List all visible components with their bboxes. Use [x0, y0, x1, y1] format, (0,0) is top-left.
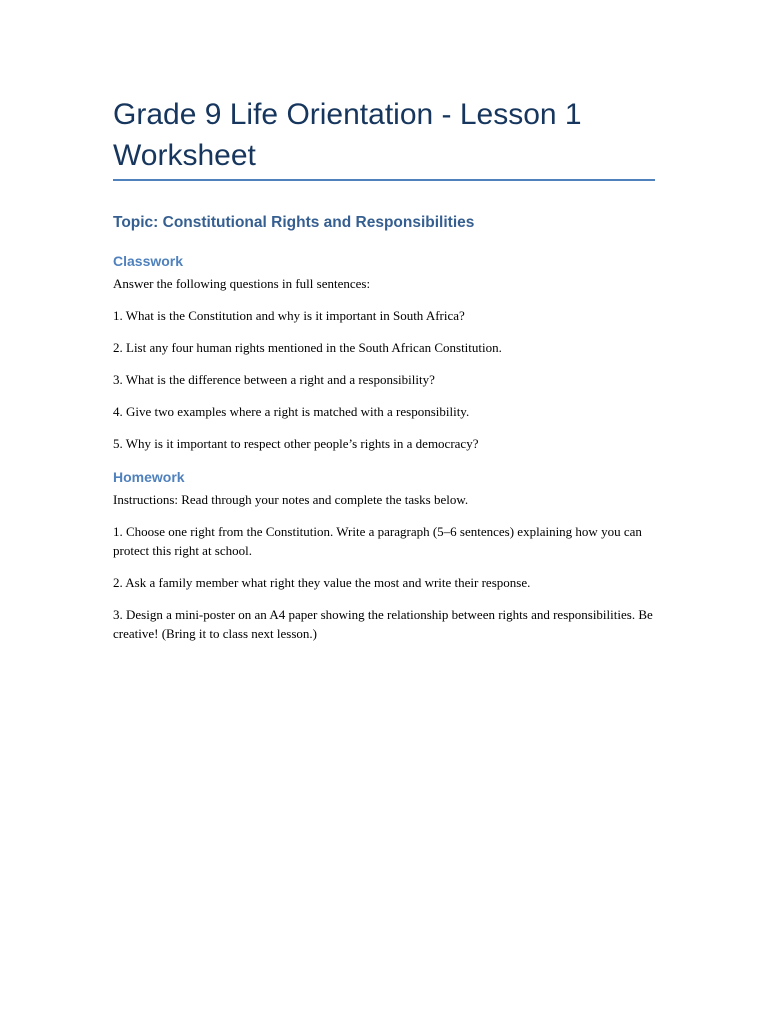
document-title: Grade 9 Life Orientation - Lesson 1 Worksheet: [113, 98, 582, 172]
topic-heading: Topic: Constitutional Rights and Responsibilities: [113, 214, 475, 231]
title-underline: [113, 179, 655, 181]
classwork-question: 2. List any four human rights mentioned in the South African Constitution.: [113, 340, 502, 355]
homework-heading: Homework: [113, 469, 185, 485]
classwork-question: 4. Give two examples where a right is matched with a responsibility.: [113, 404, 470, 419]
homework-task: 3. Design a mini-poster on an A4 paper showing the relationship between rights and responsibilities. Be creative! (Bring it to class next lesson.): [113, 607, 653, 641]
classwork-heading: Classwork: [113, 253, 184, 269]
homework-intro: Instructions: Read through your notes and complete the tasks below.: [113, 492, 469, 507]
homework-task: 2. Ask a family member what right they value the most and write their response.: [113, 575, 531, 590]
classwork-intro: Answer the following questions in full sentences:: [113, 276, 371, 291]
homework-task: 1. Choose one right from the Constitution. Write a paragraph (5–6 sentences) explaining how you can protect this right at school.: [113, 524, 642, 558]
classwork-question: 3. What is the difference between a right and a responsibility?: [113, 372, 435, 387]
classwork-question: 5. Why is it important to respect other people’s rights in a democracy?: [113, 436, 479, 451]
classwork-question: 1. What is the Constitution and why is it important in South Africa?: [113, 308, 465, 323]
